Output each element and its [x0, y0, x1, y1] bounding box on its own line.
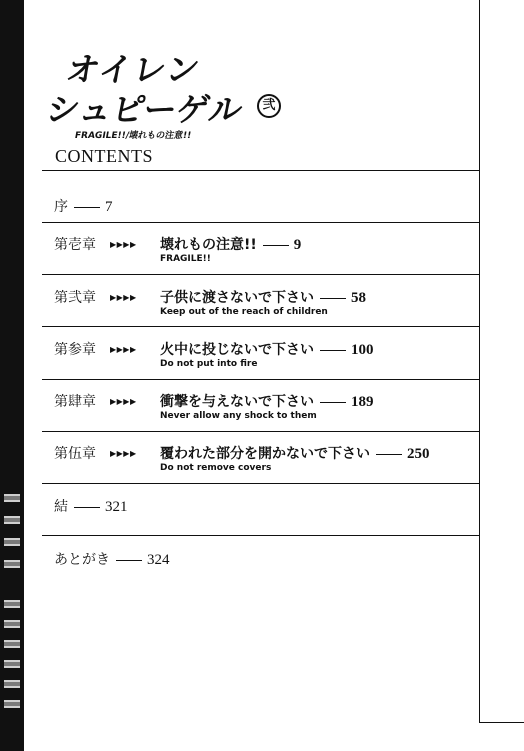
- chapter-english-title: FRAGILE!!: [160, 254, 211, 264]
- entry-divider: [42, 535, 479, 536]
- chapter-label: 第参章: [54, 342, 96, 358]
- book-spine-edge: [0, 0, 24, 751]
- spine-mark: [4, 516, 20, 524]
- page-number: 321: [105, 499, 128, 515]
- chapter-label: 第肆章: [54, 394, 96, 410]
- page-number: 100: [351, 342, 374, 358]
- leader-line: [116, 560, 142, 561]
- spine-mark: [4, 494, 20, 502]
- chapter-english-title: Never allow any shock to them: [160, 411, 317, 421]
- volume-mark: 弐: [257, 94, 281, 118]
- spine-mark: [4, 660, 20, 668]
- arrow-markers: ▶▶▶▶: [110, 293, 137, 302]
- page-number: 58: [351, 290, 366, 306]
- page-number: 189: [351, 394, 374, 410]
- logo-subtitle: FRAGILE!!/壊れもの注意!!: [73, 131, 192, 141]
- entry-divider: [42, 274, 479, 275]
- entry-label: あとがき 324: [54, 552, 170, 568]
- chapter-title: 覆われた部分を開かないで下さい 250: [160, 446, 430, 462]
- entry-divider: [42, 483, 479, 484]
- logo-title-line2: シュピーゲル: [43, 90, 246, 129]
- leader-line: [263, 245, 289, 246]
- contents-divider: [42, 170, 479, 171]
- chapter-english-title: Do not put into fire: [160, 359, 258, 369]
- page-number: 9: [293, 237, 302, 253]
- spine-mark: [4, 620, 20, 628]
- entry-divider: [42, 379, 479, 380]
- spine-mark: [4, 538, 20, 546]
- chapter-title: 壊れもの注意!! 9: [160, 237, 302, 253]
- entry-divider: [42, 326, 479, 327]
- leader-line: [376, 454, 402, 455]
- page-border-bottom: [479, 722, 524, 723]
- chapter-label: 第壱章: [54, 237, 96, 253]
- page-number: 324: [147, 552, 170, 568]
- page-border-right: [479, 0, 480, 722]
- leader-line: [320, 402, 346, 403]
- chapter-english-title: Keep out of the reach of children: [160, 307, 328, 317]
- chapter-title: 子供に渡さないで下さい 58: [160, 290, 366, 306]
- arrow-markers: ▶▶▶▶: [110, 240, 137, 249]
- page-number: 250: [407, 446, 430, 462]
- contents-heading: CONTENTS: [55, 146, 153, 166]
- spine-mark: [4, 600, 20, 608]
- spine-mark: [4, 640, 20, 648]
- leader-line: [320, 298, 346, 299]
- spine-mark: [4, 700, 20, 708]
- chapter-title: 火中に投じないで下さい 100: [160, 342, 374, 358]
- logo-title-line1: オイレン: [63, 50, 204, 89]
- chapter-english-title: Do not remove covers: [160, 463, 272, 473]
- leader-line: [320, 350, 346, 351]
- arrow-markers: ▶▶▶▶: [110, 345, 137, 354]
- entry-divider: [42, 431, 479, 432]
- spine-mark: [4, 680, 20, 688]
- entry-divider: [42, 222, 479, 223]
- chapter-label: 第弐章: [54, 290, 96, 306]
- arrow-markers: ▶▶▶▶: [110, 449, 137, 458]
- chapter-label: 第伍章: [54, 446, 96, 462]
- entry-label: 結 321: [54, 499, 128, 515]
- leader-line: [74, 207, 100, 208]
- entry-label: 序 7: [54, 199, 113, 215]
- page-number: 7: [105, 199, 113, 215]
- spine-mark: [4, 560, 20, 568]
- series-logo: [43, 44, 307, 148]
- arrow-markers: ▶▶▶▶: [110, 397, 137, 406]
- chapter-title: 衝撃を与えないで下さい 189: [160, 394, 374, 410]
- leader-line: [74, 507, 100, 508]
